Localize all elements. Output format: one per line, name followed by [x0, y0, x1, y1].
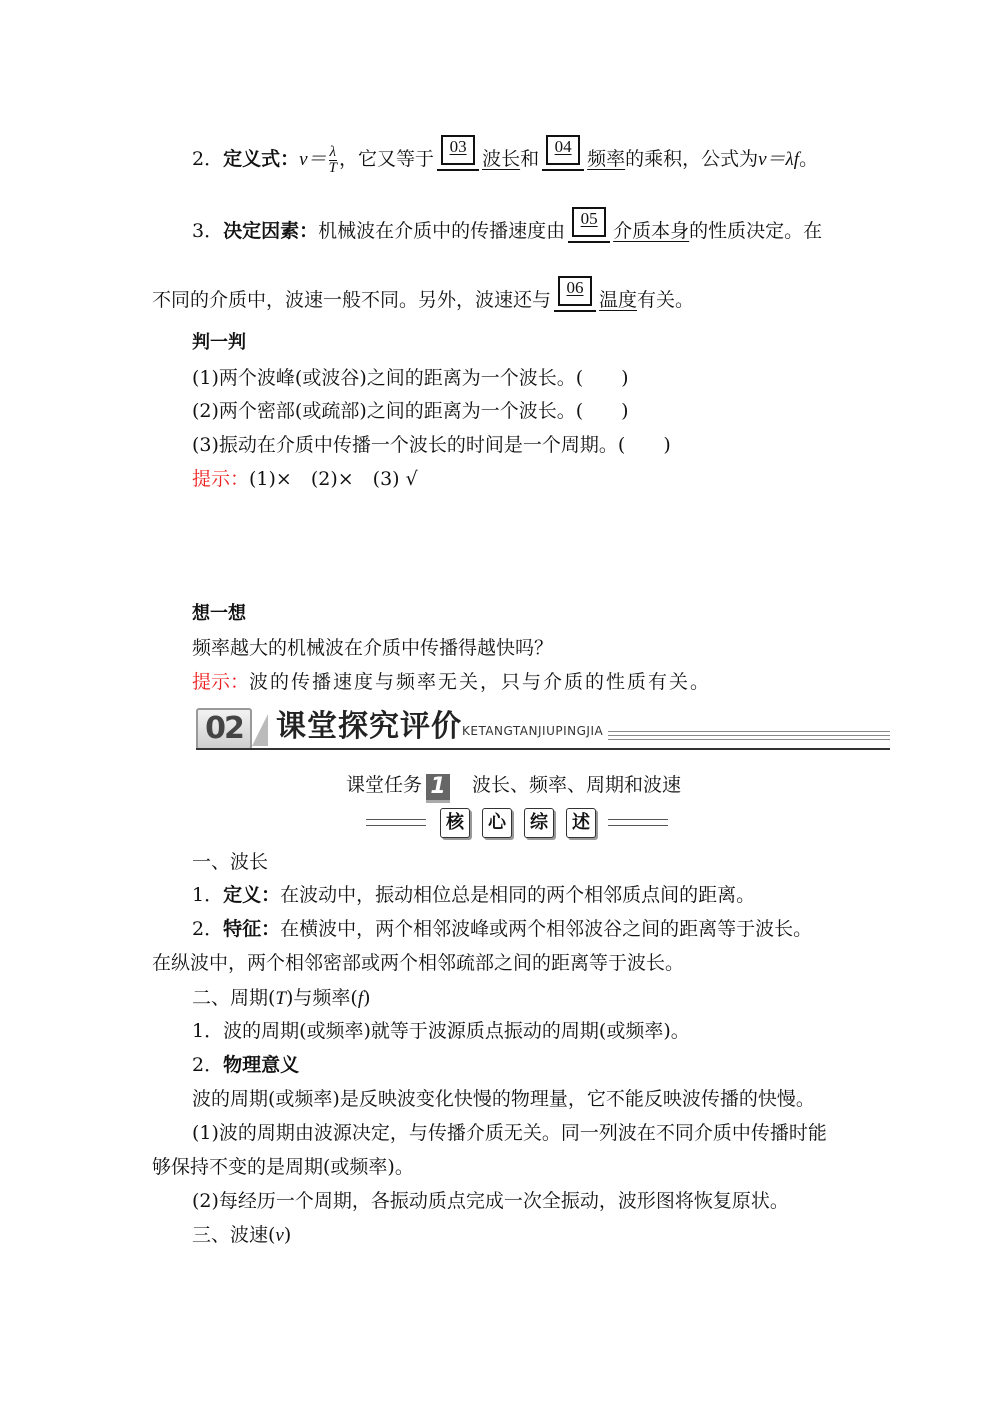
wave-speed-heading: 三、波速(v): [192, 1224, 292, 1246]
wavelength-heading: 一、波长: [192, 851, 269, 873]
item-label: 决定因素：: [223, 220, 319, 242]
period-frequency-heading: 二、周期(T)与频率(f): [192, 987, 371, 1009]
banner-rule: [608, 739, 890, 740]
think-hint: [192, 669, 711, 695]
physical-meaning-heading: 2．物理意义: [192, 1054, 300, 1076]
decorative-double-rule: [608, 819, 668, 826]
core-summary-label: [366, 808, 676, 840]
judge-item-1: (1)两个波峰(或波谷)之间的距离为一个波长。( ): [192, 367, 629, 389]
answer-temperature: 温度: [599, 289, 638, 311]
core-chip: 心: [482, 808, 512, 838]
judge-item-3: (3)振动在介质中传播一个波长的时间是一个周期。( ): [192, 434, 671, 456]
think-heading: 想一想: [192, 603, 246, 624]
core-chip: 述: [566, 808, 596, 838]
section-title: 课堂探究评价: [276, 709, 462, 744]
decorative-double-rule: [366, 819, 426, 826]
task-title: 波长、频率、周期和波速: [472, 774, 682, 796]
fill-blank-04: 04: [542, 141, 584, 171]
formula-v-lambda-f: v＝λf: [758, 149, 800, 170]
wavelength-feature-cont: 在纵波中，两个相邻密部或两个相邻疏部之间的距离等于波长。: [152, 952, 685, 974]
judge-heading: 判一判: [192, 332, 246, 353]
fill-blank-05: 05: [568, 213, 610, 243]
period-paragraph-1: 1．波的周期(或频率)就等于波源质点振动的周期(或频率)。: [192, 1020, 690, 1042]
hint-text: 波的传播速度与频率无关，只与介质的性质有关。: [249, 671, 712, 693]
hint-label: 提示：: [192, 671, 250, 693]
answer-wavelength: 波长: [482, 148, 521, 170]
determining-factor-line-2: 不同的介质中，波速一般不同。另外，波速还与 06 温度有关。: [152, 278, 695, 311]
banner-baseline: [196, 748, 890, 750]
period-paragraph-3: (1)波的周期由波源决定，与传播介质无关。同一列波在不同介质中传播时能: [192, 1122, 827, 1144]
period-paragraph-4: (2)每经历一个周期，各振动质点完成一次全振动，波形图将恢复原状。: [192, 1190, 789, 1212]
item-number: 2．: [192, 148, 224, 170]
section-banner: [196, 706, 890, 750]
judge-hint: [192, 466, 418, 492]
hint-label: 提示：: [192, 468, 250, 490]
section-pinyin-subtitle: KETANGTANJIUPINGJIA: [462, 724, 604, 738]
definition-formula-line: 2．定义式：v＝ $\frac{\lambda}{T}$ ，它又等于 03 波长和 04 频率的乘积，公式为v＝λf。: [192, 137, 819, 176]
banner-rule: [608, 731, 890, 732]
fill-blank-06: 06: [554, 282, 596, 312]
formula-lhs: v＝: [299, 149, 327, 170]
item-label: 定义式：: [223, 148, 300, 170]
lambda-over-T-fraction: $\frac{\lambda}{T}$: [328, 143, 337, 176]
item-number: 3．: [192, 220, 224, 242]
banner-rule: [608, 735, 890, 736]
answer-medium-itself: 介质本身: [613, 220, 690, 242]
fill-blank-03: 03: [437, 141, 479, 171]
core-chip: 核: [440, 808, 470, 838]
wavelength-feature: 2．特征：在横波中，两个相邻波峰或两个相邻波谷之间的距离等于波长。: [192, 918, 813, 940]
hint-answers: (1)× (2)× (3) √: [249, 468, 418, 490]
period-paragraph-3-cont: 够保持不变的是周期(或频率)。: [152, 1156, 414, 1178]
answer-frequency: 频率: [587, 148, 626, 170]
task-heading: [346, 770, 681, 803]
task-number-badge: 1: [426, 774, 450, 803]
judge-item-2: (2)两个密部(或疏部)之间的距离为一个波长。( ): [192, 400, 629, 422]
core-chip: 综: [524, 808, 554, 838]
period-paragraph-2: 波的周期(或频率)是反映波变化快慢的物理量，它不能反映波传播的快慢。: [192, 1088, 815, 1110]
section-number-badge: 02: [196, 708, 252, 750]
wavelength-definition: 1．定义：在波动中，振动相位总是相同的两个相邻质点间的距离。: [192, 884, 756, 906]
task-prefix: 课堂任务: [346, 774, 423, 796]
think-question: 频率越大的机械波在介质中传播得越快吗？: [192, 637, 554, 659]
determining-factor-line-1: 3．决定因素：机械波在介质中的传播速度由 05 介质本身的性质决定。在: [192, 209, 823, 242]
banner-wedge-decoration: [252, 714, 268, 746]
